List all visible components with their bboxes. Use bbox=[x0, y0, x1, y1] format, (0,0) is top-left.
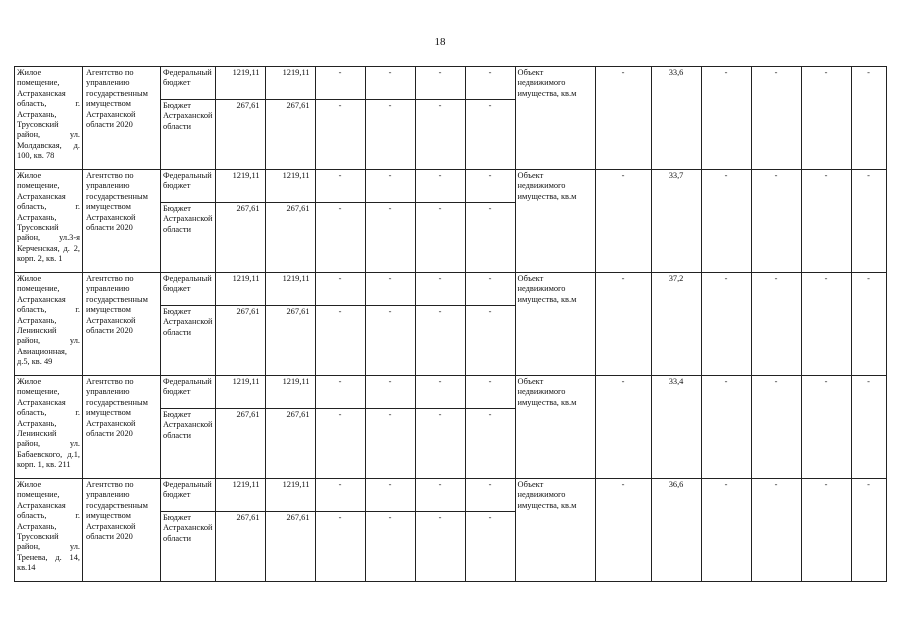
base-cell: - bbox=[595, 479, 651, 582]
object-cell: Жилое помещение, Астраханская область, г. Астрахань, Трусовский район, ул. Тренева, д. 14, кв.14 bbox=[15, 479, 83, 582]
dash-cell: - bbox=[315, 376, 365, 409]
agency-cell: Агентство по управлению государственным имуществом Астраханской области 2020 bbox=[83, 273, 161, 376]
funding-source-cell: Федеральный бюджет bbox=[161, 67, 216, 100]
dash-cell: - bbox=[701, 170, 751, 273]
amount-cell: 1219,11 bbox=[215, 170, 265, 203]
dash-cell: - bbox=[851, 170, 886, 273]
dash-cell: - bbox=[365, 67, 415, 100]
dash-cell: - bbox=[415, 203, 465, 273]
area-value-cell: 36,6 bbox=[651, 479, 701, 582]
funding-source-cell: Федеральный бюджет bbox=[161, 376, 216, 409]
dash-cell: - bbox=[801, 170, 851, 273]
dash-cell: - bbox=[315, 409, 365, 479]
area-value-cell: 33,6 bbox=[651, 67, 701, 170]
amount-cell: 267,61 bbox=[265, 512, 315, 582]
amount-cell: 267,61 bbox=[215, 512, 265, 582]
table-row bbox=[15, 273, 887, 306]
funding-source-cell: Бюджет Астраханской области bbox=[161, 306, 216, 376]
dash-cell: - bbox=[751, 67, 801, 170]
dash-cell: - bbox=[751, 273, 801, 376]
dash-cell: - bbox=[365, 409, 415, 479]
funding-source-cell: Бюджет Астраханской области bbox=[161, 512, 216, 582]
dash-cell: - bbox=[465, 306, 515, 376]
dash-cell: - bbox=[365, 479, 415, 512]
funding-source-cell: Бюджет Астраханской области bbox=[161, 100, 216, 170]
indicator-cell: Объект недвижимого имущества, кв.м bbox=[515, 376, 595, 479]
dash-cell: - bbox=[751, 376, 801, 479]
dash-cell: - bbox=[851, 479, 886, 582]
program-table bbox=[14, 66, 887, 582]
dash-cell: - bbox=[315, 512, 365, 582]
dash-cell: - bbox=[801, 479, 851, 582]
dash-cell: - bbox=[465, 100, 515, 170]
dash-cell: - bbox=[701, 479, 751, 582]
amount-cell: 267,61 bbox=[215, 306, 265, 376]
area-value-cell: 33,7 bbox=[651, 170, 701, 273]
indicator-cell: Объект недвижимого имущества, кв.м bbox=[515, 67, 595, 170]
table-row bbox=[15, 479, 887, 512]
base-cell: - bbox=[595, 273, 651, 376]
dash-cell: - bbox=[315, 306, 365, 376]
funding-source-cell: Бюджет Астраханской области bbox=[161, 409, 216, 479]
agency-cell: Агентство по управлению государственным имуществом Астраханской области 2020 bbox=[83, 479, 161, 582]
amount-cell: 267,61 bbox=[265, 100, 315, 170]
amount-cell: 267,61 bbox=[265, 409, 315, 479]
funding-source-cell: Федеральный бюджет bbox=[161, 273, 216, 306]
amount-cell: 1219,11 bbox=[215, 479, 265, 512]
dash-cell: - bbox=[465, 203, 515, 273]
dash-cell: - bbox=[365, 203, 415, 273]
amount-cell: 1219,11 bbox=[265, 479, 315, 512]
dash-cell: - bbox=[465, 170, 515, 203]
dash-cell: - bbox=[315, 100, 365, 170]
dash-cell: - bbox=[751, 479, 801, 582]
dash-cell: - bbox=[315, 203, 365, 273]
dash-cell: - bbox=[415, 306, 465, 376]
dash-cell: - bbox=[465, 376, 515, 409]
dash-cell: - bbox=[465, 273, 515, 306]
agency-cell: Агентство по управлению государственным имуществом Астраханской области 2020 bbox=[83, 376, 161, 479]
table-row bbox=[15, 170, 887, 203]
dash-cell: - bbox=[315, 67, 365, 100]
base-cell: - bbox=[595, 376, 651, 479]
amount-cell: 1219,11 bbox=[265, 67, 315, 100]
indicator-cell: Объект недвижимого имущества, кв.м bbox=[515, 170, 595, 273]
dash-cell: - bbox=[851, 376, 886, 479]
dash-cell: - bbox=[415, 512, 465, 582]
dash-cell: - bbox=[415, 170, 465, 203]
amount-cell: 1219,11 bbox=[265, 170, 315, 203]
dash-cell: - bbox=[315, 479, 365, 512]
dash-cell: - bbox=[751, 170, 801, 273]
dash-cell: - bbox=[365, 170, 415, 203]
dash-cell: - bbox=[801, 376, 851, 479]
funding-source-cell: Федеральный бюджет bbox=[161, 170, 216, 203]
dash-cell: - bbox=[315, 273, 365, 306]
dash-cell: - bbox=[415, 273, 465, 306]
agency-cell: Агентство по управлению государственным имуществом Астраханской области 2020 bbox=[83, 67, 161, 170]
funding-source-cell: Бюджет Астраханской области bbox=[161, 203, 216, 273]
amount-cell: 267,61 bbox=[265, 306, 315, 376]
object-cell: Жилое помещение, Астраханская область, г. Астрахань, Ленинский район, ул. Бабаевского, д.1, корп. 1, кв. 211 bbox=[15, 376, 83, 479]
area-value-cell: 37,2 bbox=[651, 273, 701, 376]
amount-cell: 267,61 bbox=[215, 409, 265, 479]
dash-cell: - bbox=[801, 273, 851, 376]
amount-cell: 1219,11 bbox=[215, 376, 265, 409]
amount-cell: 267,61 bbox=[265, 203, 315, 273]
agency-cell: Агентство по управлению государственным имуществом Астраханской области 2020 bbox=[83, 170, 161, 273]
dash-cell: - bbox=[415, 100, 465, 170]
dash-cell: - bbox=[315, 170, 365, 203]
dash-cell: - bbox=[365, 273, 415, 306]
dash-cell: - bbox=[365, 306, 415, 376]
dash-cell: - bbox=[415, 67, 465, 100]
dash-cell: - bbox=[701, 67, 751, 170]
funding-source-cell: Федеральный бюджет bbox=[161, 479, 216, 512]
dash-cell: - bbox=[801, 67, 851, 170]
dash-cell: - bbox=[465, 512, 515, 582]
dash-cell: - bbox=[365, 100, 415, 170]
amount-cell: 1219,11 bbox=[265, 376, 315, 409]
object-cell: Жилое помещение, Астраханская область, г. Астрахань, Ленинский район, ул. Авиационная, д.5, кв. 49 bbox=[15, 273, 83, 376]
dash-cell: - bbox=[465, 479, 515, 512]
amount-cell: 1219,11 bbox=[265, 273, 315, 306]
dash-cell: - bbox=[415, 376, 465, 409]
dash-cell: - bbox=[415, 479, 465, 512]
page-number: 18 bbox=[434, 36, 446, 48]
dash-cell: - bbox=[365, 376, 415, 409]
dash-cell: - bbox=[465, 67, 515, 100]
amount-cell: 1219,11 bbox=[215, 67, 265, 100]
table-row bbox=[15, 376, 887, 409]
amount-cell: 267,61 bbox=[215, 203, 265, 273]
table-row bbox=[15, 67, 887, 100]
dash-cell: - bbox=[851, 67, 886, 170]
base-cell: - bbox=[595, 170, 651, 273]
amount-cell: 267,61 bbox=[215, 100, 265, 170]
dash-cell: - bbox=[365, 512, 415, 582]
object-cell: Жилое помещение, Астраханская область, г. Астрахань, Трусовский район, ул.3-я Керченская, д. 2, корп. 2, кв. 1 bbox=[15, 170, 83, 273]
amount-cell: 1219,11 bbox=[215, 273, 265, 306]
object-cell: Жилое помещение, Астраханская область, г. Астрахань, Трусовский район, ул. Молдавская, д. 100, кв. 78 bbox=[15, 67, 83, 170]
area-value-cell: 33,4 bbox=[651, 376, 701, 479]
dash-cell: - bbox=[701, 376, 751, 479]
indicator-cell: Объект недвижимого имущества, кв.м bbox=[515, 273, 595, 376]
dash-cell: - bbox=[851, 273, 886, 376]
base-cell: - bbox=[595, 67, 651, 170]
indicator-cell: Объект недвижимого имущества, кв.м bbox=[515, 479, 595, 582]
dash-cell: - bbox=[465, 409, 515, 479]
dash-cell: - bbox=[701, 273, 751, 376]
dash-cell: - bbox=[415, 409, 465, 479]
